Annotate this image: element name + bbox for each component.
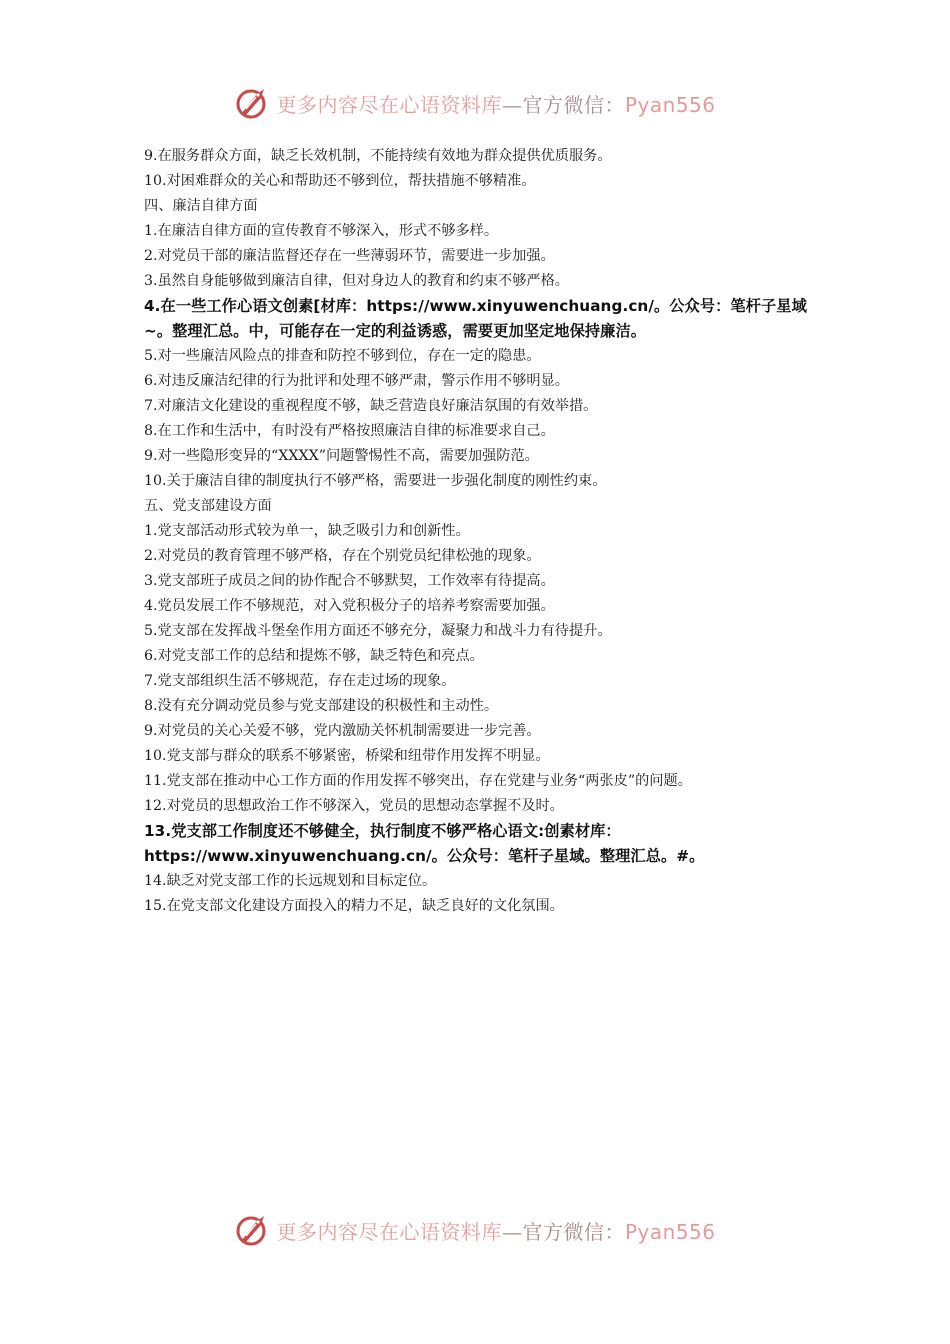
header-banner-main: 更多内容尽在心语资料库 xyxy=(276,92,502,117)
text-line: 5.党支部在发挥战斗堡垒作用方面还不够充分，凝聚力和战斗力有待提升。 xyxy=(144,623,612,639)
footer-banner-text xyxy=(276,1216,715,1245)
text-line: 8.在工作和生活中，有时没有严格按照廉洁自律的标准要求自己。 xyxy=(144,423,555,439)
text-line: 12.对党员的思想政治工作不够深入，党员的思想动态掌握不及时。 xyxy=(144,798,564,814)
text-line: 7.党支部组织生活不够规范，存在走过场的现象。 xyxy=(144,673,456,689)
section-heading-party-branch: 五、党支部建设方面 xyxy=(144,498,272,514)
header-banner xyxy=(0,83,950,123)
header-banner-wechat-label: 官方微信： xyxy=(522,92,625,117)
text-line: 1.在廉洁自律方面的宣传教育不够深入，形式不够多样。 xyxy=(144,223,499,239)
header-banner-wechat-id: Pyan556 xyxy=(624,92,716,117)
text-line: 6.对党支部工作的总结和提炼不够，缺乏特色和亮点。 xyxy=(144,648,484,664)
pen-nib-logo-icon xyxy=(234,85,270,121)
text-line: 6.对违反廉洁纪律的行为批评和处理不够严肃，警示作用不够明显。 xyxy=(144,373,569,389)
text-line: 10.对困难群众的关心和帮助还不够到位，帮扶措施不够精准。 xyxy=(144,173,536,189)
text-line: 7.对廉洁文化建设的重视程度不够，缺乏营造良好廉洁氛围的有效举措。 xyxy=(144,398,598,414)
text-line: 3.党支部班子成员之间的协作配合不够默契，工作效率有待提高。 xyxy=(144,573,555,589)
text-line: 10.关于廉洁自律的制度执行不够严格，需要进一步强化制度的刚性约束。 xyxy=(144,473,607,489)
text-line: 9.对党员的关心关爱不够，党内激励关怀机制需要进一步完善。 xyxy=(144,723,541,739)
document-body xyxy=(144,144,812,919)
text-line-watermark: 4.在一些工作心语文创素[材库：https://www.xinyuwenchuang.cn/。公众号：笔杆子星域~。整理汇总。中，可能存在一定的利益诱惑，需要更加坚定地保持廉洁。 xyxy=(144,297,807,340)
header-banner-separator: — xyxy=(501,92,523,117)
text-line: 3.虽然自身能够做到廉洁自律，但对身边人的教育和约束不够严格。 xyxy=(144,273,569,289)
text-line: 14.缺乏对党支部工作的长远规划和目标定位。 xyxy=(144,873,437,889)
text-line: 10.党支部与群众的联系不够紧密，桥梁和纽带作用发挥不明显。 xyxy=(144,748,550,764)
text-line: 4.党员发展工作不够规范，对入党积极分子的培养考察需要加强。 xyxy=(144,598,555,614)
text-line-watermark: 13.党支部工作制度还不够健全，执行制度不够严格心语文:创素材库：https://www.xinyuwenchuang.cn/。公众号：笔杆子星域。整理汇总。#。 xyxy=(144,822,705,865)
text-line: 11.党支部在推动中心工作方面的作用发挥不够突出，存在党建与业务“两张皮”的问题。 xyxy=(144,773,692,789)
header-banner-text xyxy=(276,89,715,118)
section-heading-integrity: 四、廉洁自律方面 xyxy=(144,198,258,214)
footer-banner-separator: — xyxy=(501,1219,523,1244)
text-line: 9.在服务群众方面，缺乏长效机制，不能持续有效地为群众提供优质服务。 xyxy=(144,148,612,164)
footer-banner xyxy=(0,1210,950,1250)
text-line: 1.党支部活动形式较为单一，缺乏吸引力和创新性。 xyxy=(144,523,470,539)
text-line: 5.对一些廉洁风险点的排查和防控不够到位，存在一定的隐患。 xyxy=(144,348,541,364)
text-line: 2.对党员干部的廉洁监督还存在一些薄弱环节，需要进一步加强。 xyxy=(144,248,555,264)
footer-banner-wechat-label: 官方微信： xyxy=(522,1219,625,1244)
footer-banner-main: 更多内容尽在心语资料库 xyxy=(276,1219,502,1244)
text-line: 8.没有充分调动党员参与党支部建设的积极性和主动性。 xyxy=(144,698,499,714)
text-line: 2.对党员的教育管理不够严格，存在个别党员纪律松弛的现象。 xyxy=(144,548,541,564)
text-line: 15.在党支部文化建设方面投入的精力不足，缺乏良好的文化氛围。 xyxy=(144,898,564,914)
pen-nib-logo-icon xyxy=(234,1212,270,1248)
text-line: 9.对一些隐形变异的“XXXX”问题警惕性不高，需要加强防范。 xyxy=(144,448,539,464)
footer-banner-wechat-id: Pyan556 xyxy=(624,1219,716,1244)
